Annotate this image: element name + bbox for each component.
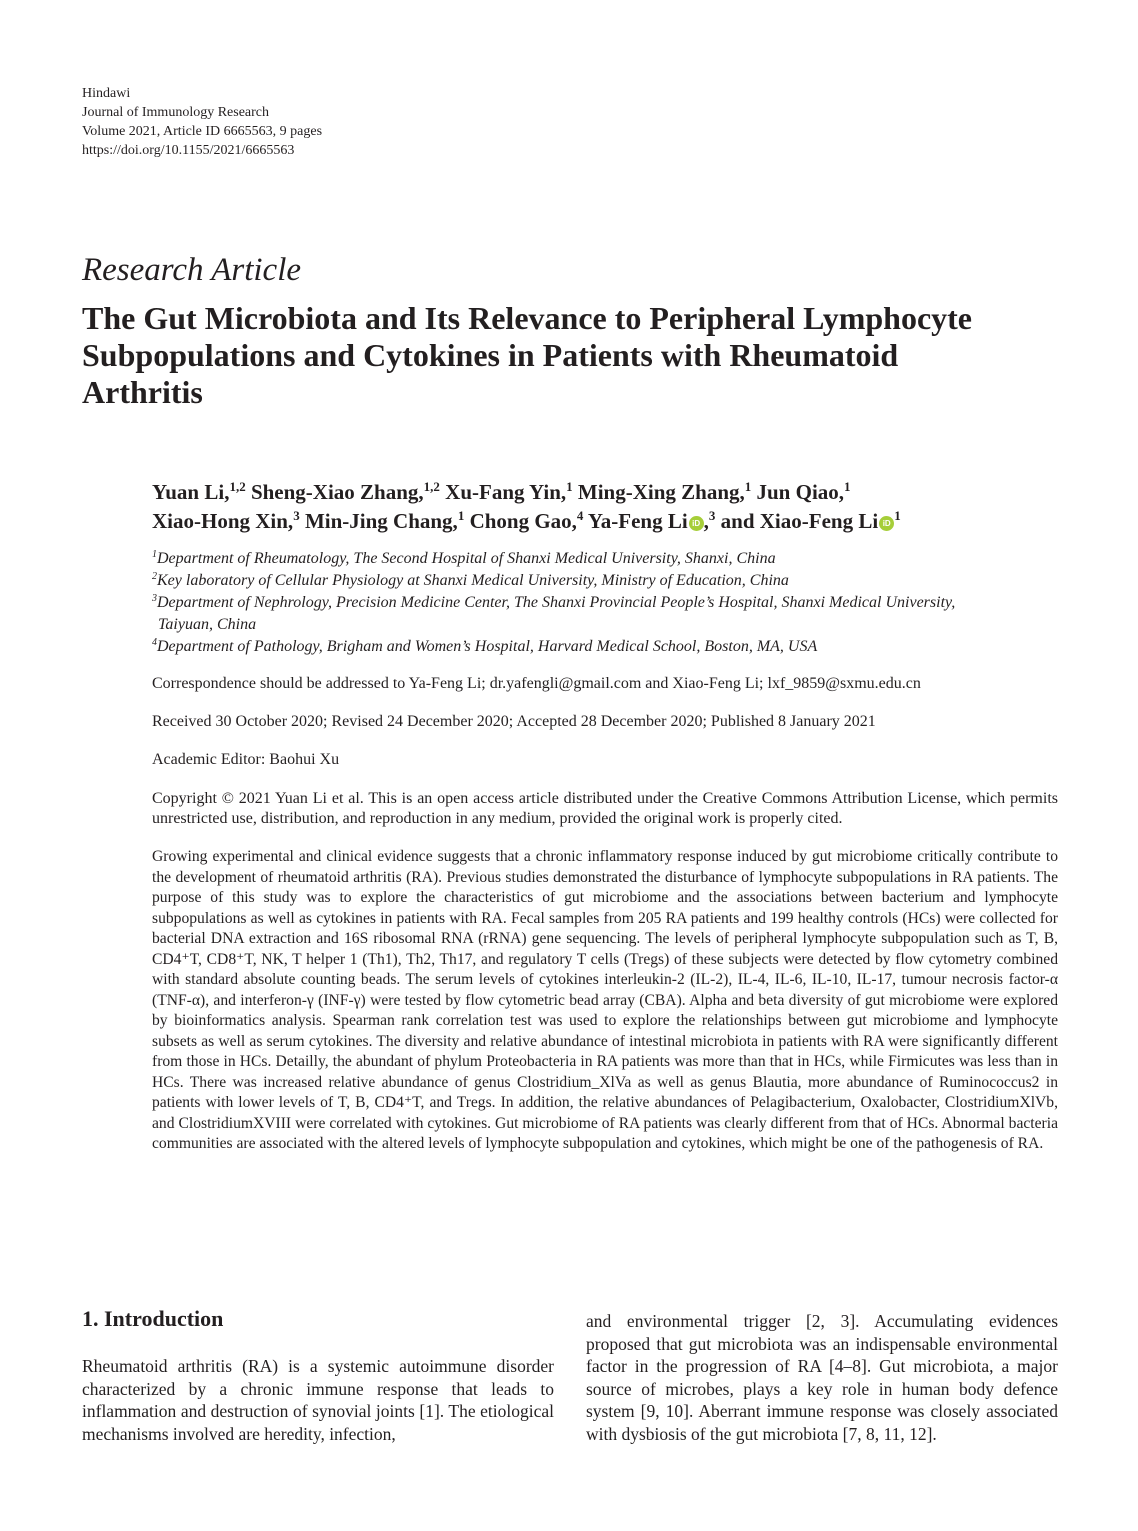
affiliation-number: 3	[152, 593, 157, 604]
correspondence: Correspondence should be addressed to Ya-Feng Li; dr.yafengli@gmail.com and Xiao-Feng Li; lxf_9859@sxmu.edu.cn	[152, 675, 921, 692]
journal-name: Journal of Immunology Research	[82, 105, 270, 120]
paper-title: The Gut Microbiota and Its Relevance to Peripheral Lymphocyte Subpopulations and Cytokines in Patients with Rheumatoid Arthritis	[82, 300, 972, 410]
affiliation-item	[152, 570, 1052, 592]
author-affil-sup: 1,2	[229, 479, 246, 494]
author-name: Xu-Fang Yin,	[445, 480, 567, 504]
author-affil-sup: 3	[293, 508, 300, 523]
academic-editor: Academic Editor: Baohui Xu	[152, 751, 340, 768]
author-affil-sup: 4	[576, 508, 584, 523]
author-name: and Xiao-Feng Li	[720, 509, 879, 533]
affiliation-list	[152, 548, 1052, 658]
affiliation-item	[152, 592, 1052, 614]
author-affil-sup: 1	[457, 508, 465, 523]
affiliation-text: Department of Nephrology, Precision Medicine Center, The Shanxi Provincial People’s Hospital, Shanxi Medical University,	[157, 594, 956, 611]
author-list	[152, 478, 1072, 536]
abstract-text: Growing experimental and clinical evidence suggests that a chronic inflammatory response induced by gut microbiome critically contribute to the development of rheumatoid arthritis (RA). Previous studies demonstrated the disturbance of lymphocyte subpopulations in RA patients. The purpose of this study was to explore the characteristics of gut microbiome and the associations between bacterium and lymphocyte subpopulations as well as cytokines in patients with RA. Fecal samples from 205 RA patients and 199 healthy controls (HCs) were collected for bacterial DNA extraction and 16S ribosomal RNA (rRNA) gene sequencing. The levels of peripheral lymphocyte subpopulation such as T, B, CD4⁺T, CD8⁺T, NK, T helper 1 (Th1), Th2, Th17, and regulatory T cells (Tregs) of these subjects were detected by flow cytometry combined with standard absolute counting beads. The serum levels of cytokines interleukin-2 (IL-2), IL-4, IL-6, IL-10, IL-17, tumour necrosis factor-α (TNF-α), and interferon-γ (INF-γ) were tested by flow cytometric bead array (CBA). Alpha and beta diversity of gut microbiome were explored by bioinformatics analysis. Spearman rank correlation test was used to explore the relationships between gut microbiome and lymphocyte subsets as well as serum cytokines. The diversity and relative abundance of intestinal microbiota in patients with RA were significantly different from those in HCs. Detailly, the abundant of phylum Proteobacteria in RA patients was more than that in HCs, while Firmicutes was less than in HCs. There was increased relative abundance of genus Clostridium_XlVa as well as genus Blautia, more abundance of Ruminococcus2 in patients with lower levels of T, B, CD4⁺T, and Tregs. In addition, the relative abundances of Pelagibacterium, Oxalobacter, ClostridiumXlVb, and ClostridiumXVIII were correlated with cytokines. Gut microbiome of RA patients was clearly different from that of HCs. Abnormal bacteria communities are associated with the altered levels of lymphocyte subpopulation and cytokines, which might be one of the pathogenesis of RA.	[152, 848, 1058, 1152]
orcid-icon[interactable]: iD	[879, 516, 894, 531]
publisher-name: Hindawi	[82, 86, 131, 101]
intro-column-left: Rheumatoid arthritis (RA) is a systemic autoimmune disorder characterized by a chronic immune response that leads to inflammation and destruction of synovial joints [1]. The etiological mechanisms involved are heredity, infection,	[82, 1356, 554, 1444]
publication-dates: Received 30 October 2020; Revised 24 December 2020; Accepted 28 December 2020; Published 8 January 2021	[152, 713, 876, 730]
author-affil-sup: 3	[708, 508, 716, 523]
volume-info: Volume 2021, Article ID 6665563, 9 pages	[82, 124, 323, 139]
author-affil-sup: 1	[844, 479, 851, 494]
affiliation-number: 4	[152, 637, 157, 648]
author-name: Chong Gao,	[469, 509, 577, 533]
author-affil-sup: 1	[744, 479, 752, 494]
affiliation-continuation: Taiyuan, China	[158, 616, 257, 633]
section-heading: 1. Introduction	[82, 1306, 224, 1331]
journal-header	[82, 84, 322, 160]
author-line-2: Xiao-Hong Xin,$^3$ Min-Jing Chang,$^1$ Chong Gao,$^4$ Ya-Feng Li iD ,$^3$ and Xiao-Feng Li $iD^1$	[152, 508, 901, 533]
author-line-1	[152, 478, 1072, 507]
author-name: Xiao-Hong Xin,	[152, 509, 294, 533]
author-name: Min-Jing Chang,	[304, 509, 458, 533]
author-name: Ming-Xing Zhang,	[577, 480, 745, 504]
author-name: Yuan Li,	[152, 480, 230, 504]
affiliation-number: 2	[152, 571, 157, 582]
affiliation-number: 1	[152, 549, 157, 560]
author-affil-sup: 1	[566, 479, 573, 494]
affiliation-item	[152, 548, 1052, 570]
author-name: Sheng-Xiao Zhang,	[250, 480, 424, 504]
orcid-icon[interactable]: iD	[689, 516, 704, 531]
article-type: Research Article	[82, 252, 302, 288]
author-affil-sup: 1	[894, 508, 901, 523]
doi-link[interactable]: https://doi.org/10.1155/2021/6665563	[82, 143, 295, 158]
affiliation-text: Key laboratory of Cellular Physiology at Shanxi Medical University, Ministry of Education, China	[157, 572, 789, 589]
author-name: Ya-Feng Li	[587, 509, 688, 533]
author-name: Jun Qiao,	[756, 480, 845, 504]
copyright-notice: Copyright © 2021 Yuan Li et al. This is an open access article distributed under the Creative Commons Attribution License, which permits unrestricted use, distribution, and reproduction in any medium, provided the original work is properly cited.	[152, 790, 1058, 827]
affiliation-item	[152, 636, 1052, 658]
intro-column-right: and environmental trigger [2, 3]. Accumulating evidences proposed that gut microbiota was an indispensable environmental factor in the progression of RA [4–8]. Gut microbiota, a major source of microbes, plays a key role in human body defence system [9, 10]. Aberrant immune response was closely associated with dysbiosis of the gut microbiota [7, 8, 11, 12].	[586, 1311, 1058, 1444]
affiliation-text: Department of Pathology, Brigham and Women’s Hospital, Harvard Medical School, Boston, MA, USA	[157, 638, 818, 655]
affiliation-text: Department of Rheumatology, The Second Hospital of Shanxi Medical University, Shanxi, China	[157, 550, 776, 567]
author-affil-sup: 1,2	[423, 479, 440, 494]
